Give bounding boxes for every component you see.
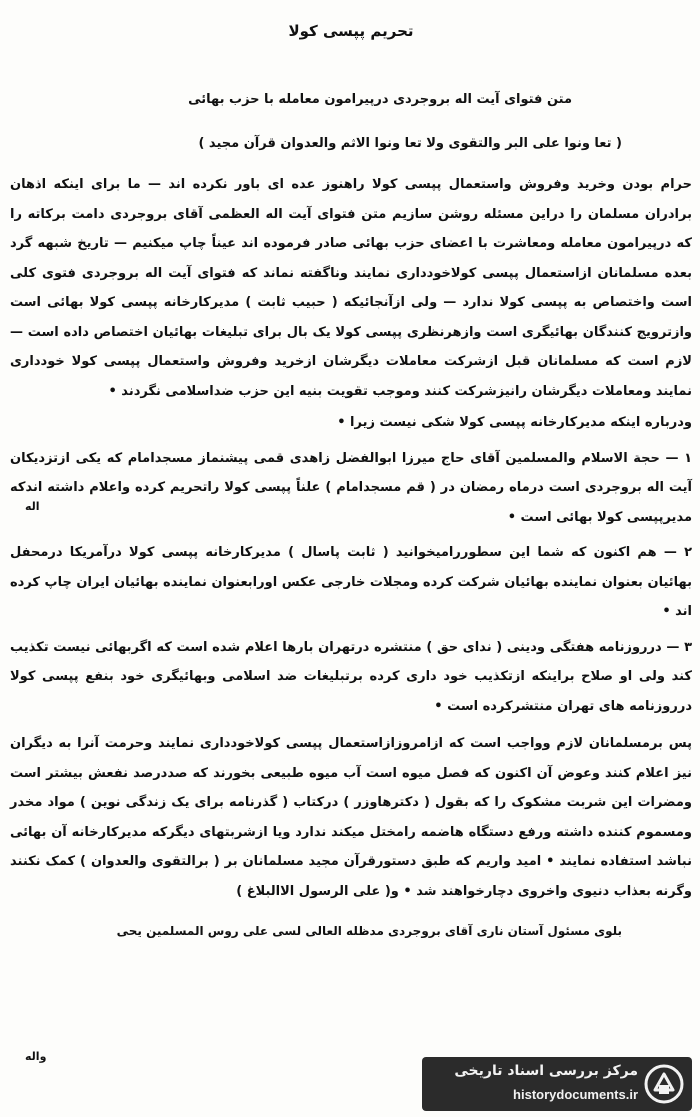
closing-paragraph: پس برمسلمانان لازم وواجب است که ازامروزازاستعمال پپسی کولاخودداری نمایند وحرمت آنرا به دیگران نیز اعلام کنند وعوض آن اکنون که فصل میوه است آب میوه طبیعی بخورند که صددرصد نفعش بیشتر است ومضرات این شربت مشکوک را که بقول ( دکترهاوزر ) درکتاب ( گذرنامه برای یک زندگی نوین ) مواد مخدر ومسموم کننده داشته ورفع دستگاه هاضمه رامختل میکند ندارد ویا ازشربتهای دیگرکه مدیرکارخانه آن بهائی نباشد استفاده نمایند • امید واریم که طبق دستورقرآن مجید مسلمانان بر ( برالتقوی والعدوان ) کمک نکنند وگرنه بعذاب دنیوی واخروی دچارخواهند شد • و( علی الرسول الاالبلاغ ): [10, 736, 692, 899]
document-title: تحریم پپسی کولا: [288, 22, 414, 40]
marginal-note: اله: [25, 500, 40, 513]
reason-item-2: ۲ — هم اکنون که شما این سطوررامیخوانید ( ثابت پاسال ) مدیرکارخانه پپسی کولا درآمریکا درمحفل بهائیان بعنوان نماینده بهائیان شرکت کرده ومجلات خارجی عکس اورابعنوان نماینده بهائیان ایران چاپ کرده اند •: [10, 545, 692, 619]
document-archive-logo-icon: [644, 1064, 684, 1104]
watermark-persian-text: مرکز بررسی اسناد تاریخی: [454, 1063, 638, 1079]
watermark-url-text: historydocuments.ir: [513, 1087, 638, 1102]
signature-line: بلوی مسئول آستان ناری آقای بروجردی مدظله العالی لسی علی روس المسلمین یحی: [116, 924, 622, 938]
intro-paragraph: حرام بودن وخرید وفروش واستعمال پپسی کولا راهنوز عده ای باور نکرده اند — ما برای اینکه اذهان برادران مسلمان را دراین مسئله روشن سازیم متن فتوای آیت اله العظمی آقای بروجردی دامت برکاته را که درپیرامون معامله ومعاشرت با اعضای حزب بهائی صادر فرموده اند عیناً چاپ میکنیم — تاریخ شبهه گرد بعده مسلمانان ازاستعمال پپسی کولاخودداری نمایند وناگفته نماند که فتوای آیت اله بروجردی فتوی کلی است واختصاص به پپسی کولا ندارد — ولی ازآنجائیکه ( حبیب ثابت ) مدیرکارخانه پپسی کولا بهائی است وازترویج کنندگان بهائیگری است وازهرنظری پپسی کولا یک بال برای تبلیغات بهائیان اختصاص داده است — لازم است که مسلمانان قبل ازشرکت معاملات دیگرشان ازخرید وفروش واستعمال پپسی کولا خودداری نمایند ومعاملات دیگرشان رانیزشرکت کنند وموجب تقویت بنیه این حزب ضداسلامی نگردند •: [10, 177, 692, 399]
marginal-note-bottom: واله: [25, 1050, 47, 1063]
document-body: [10, 8, 692, 948]
source-watermark: [422, 1057, 692, 1111]
document-subtitle: متن فتوای آیت اله بروجردی درپیرامون معامله با حزب بهائی: [188, 92, 572, 107]
reasons-heading: ودرباره اینکه مدیرکارخانه پپسی کولا شکی نیست زیرا •: [337, 415, 692, 430]
reason-item-3: ۳ — درروزنامه هفتگی ودینی ( ندای حق ) منتشره درتهران بارها اعلام شده است که اگربهائی نیست تکذیب کند ولی او صلاح براینکه ازتکذیب خود داری کرده برتبلیغات ضد اسلامی وبهائیگری خود بنفع پپسی کولا درروزنامه های تهران منتشرکرده است •: [10, 639, 692, 714]
reason-item-1: ۱ — حجة الاسلام والمسلمین آقای حاج میرزا ابوالفضل زاهدی قمی پیشنماز مسجدامام که یکی ازتزدیکان آیت اله بروجردی است درماه رمضان در ( قم مسجدامام ) علناً پپسی کولا راتحریم کرده واعلام داشته اندکه مدیرپپسی کولا بهائی است •: [10, 450, 692, 525]
quran-verse: ( تعا ونوا علی البر والتقوی ولا تعا ونوا الاثم والعدوان قرآن مجید ): [198, 136, 622, 151]
